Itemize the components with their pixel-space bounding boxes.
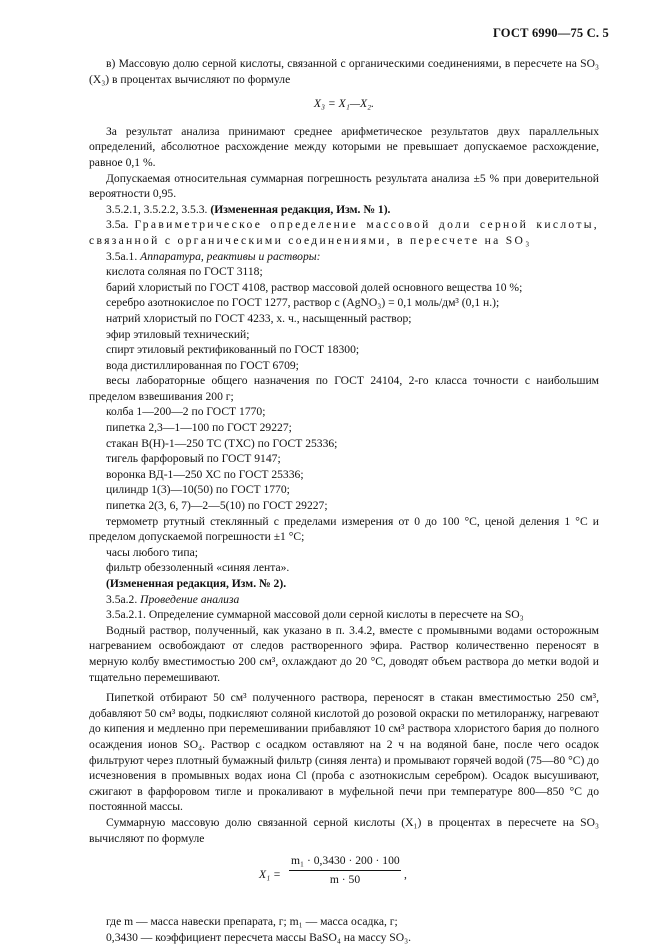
list-item: весы лабораторные общего назначения по ГОСТ 24104, 2-го класса точности с наибольшим пределом взвешивания 200 г; — [89, 374, 599, 403]
paragraph-v: в) Массовую долю серной кислоты, связанной с органическими соединениями, в пересчете на SO₃ (X₃) в процентах вычисляют по формуле — [89, 57, 599, 86]
list-item: барий хлористый по ГОСТ 4108, раствор массовой долей основного вещества 10 %; — [106, 280, 523, 294]
section-35a2-heading — [89, 592, 599, 608]
section-35a2-number: 3.5а.2. — [106, 592, 138, 606]
formula-x1-lhs: X₁ = — [259, 868, 281, 882]
section-35a-heading — [89, 217, 599, 248]
changed-edition-1 — [89, 202, 599, 218]
list-item: термометр ртутный стеклянный с пределами измерения от 0 до 100 °С, ценой деления 1 °С и пределом допускаемой погрешности ±1 °С; — [89, 514, 599, 544]
paragraph-water-solution: Водный раствор, полученный, как указано в п. 3.4.2, вместе с промывными водами осторожным нагреванием освобождают от следов растворенного эфира. Раствор количественно переносят в мерную колбу вместимостью 200 см³, охлаждают до 20 °С, доводят объем раствора до метки водой и тщательно перемешивают. — [89, 623, 599, 684]
changed-note-2: (Измененная редакция, Изм. № 2). — [106, 577, 287, 590]
changed-note-1: (Измененная редакция, Изм. № 1). — [210, 202, 391, 216]
equipment-list — [89, 264, 599, 576]
list-item: натрий хлористый по ГОСТ 4233, х. ч., насыщенный раствор; — [106, 311, 412, 325]
section-35a1-title: Аппаратура, реактивы и растворы: — [140, 249, 321, 263]
where-line-1: где m — масса навески препарата, г; m₁ — масса осадка, г; — [106, 915, 398, 929]
section-35a2-title: Проведение анализа — [140, 592, 240, 606]
formula-x1-numerator: m₁ · 0,3430 · 200 · 100 — [289, 853, 401, 871]
list-item: серебро азотнокислое по ГОСТ 1277, раствор с (AgNO₃) = 0,1 моль/дм³ (0,1 н.); — [106, 296, 500, 310]
list-item: тигель фарфоровый по ГОСТ 9147; — [106, 452, 281, 466]
list-item: спирт этиловый ректификованный по ГОСТ 18300; — [106, 343, 360, 357]
list-item: воронка ВД-1—250 ХС по ГОСТ 25336; — [106, 467, 304, 481]
list-item: фильтр обеззоленный «синяя лента». — [106, 561, 290, 575]
section-35a21-heading: 3.5а.2.1. Определение суммарной массовой доли серной кислоты в пересчете на SO₃ — [106, 608, 524, 622]
formula-x1 — [89, 850, 599, 908]
paragraph-pipette: Пипеткой отбирают 50 см³ полученного раствора, переносят в стакан вместимостью 250 см³, добавляют 50 см³ воды, подкисляют соляной кислотой до розовой окраски по метилоранжу, нагревают до кипения и медленно при перемешивании прибавляют 10 см³ раствора хлористого бария до полного осаждения ионов SO₄. Раствор с осадком оставляют на 2 ч на водяной бане, после чего осадок фильтруют через плотный бумажный фильтр (синяя лента) и промывают горячей водой (75—80 °С) до исчезновения в промывных водах иона Cl (проба с азотнокислым серебром). Осадок высушивают, сжигают в фарфоровом тигле и прокаливают в муфельной печи при температуре 800—850 °С до постоянной массы. — [89, 691, 599, 814]
list-item: пипетка 2(3, 6, 7)—2—5(10) по ГОСТ 29227; — [106, 499, 328, 513]
where-line-2: 0,3430 — коэффициент пересчета массы BaSO₄ на массу SO₃. — [106, 930, 412, 944]
list-item: стакан В(Н)-1—250 ТС (ТХС) по ГОСТ 25336; — [106, 436, 338, 450]
section-35a-number: 3.5а. — [106, 218, 129, 232]
list-item: эфир этиловый технический; — [106, 327, 250, 341]
paragraph-error: Допускаемая относительная суммарная погрешность результата анализа ±5 % при доверительной вероятности 0,95. — [89, 171, 599, 201]
list-item: часы любого типа; — [106, 545, 198, 559]
list-item: колба 1—200—2 по ГОСТ 1770; — [106, 405, 266, 419]
list-item: кислота соляная по ГОСТ 3118; — [106, 265, 263, 279]
formula-x3: X₃ = X₁—X₂. — [313, 97, 375, 111]
list-item: пипетка 2,3—1—100 по ГОСТ 29227; — [106, 421, 292, 435]
section-35a1-number: 3.5а.1. — [106, 249, 138, 263]
page-header: ГОСТ 6990—75 С. 5 — [492, 26, 609, 40]
list-item: цилиндр 1(3)—10(50) по ГОСТ 1770; — [106, 483, 290, 497]
section-35a1-heading — [89, 249, 599, 265]
formula-x1-comma: , — [404, 868, 407, 882]
paragraph-sum: Суммарную массовую долю связанной серной кислоты (X₁) в процентах в пересчете на SO₃ вычисляют по формуле — [89, 815, 599, 845]
paragraph-result: За результат анализа принимают среднее арифметическое результатов двух параллельных определений, абсолютное расхождение между которыми не превышает допускаемое расхождение, равное 0,1 %. — [89, 124, 599, 169]
page-content — [89, 56, 599, 945]
formula-x1-fraction — [289, 853, 401, 887]
section-35a-title: Гравиметрическое определение массовой доли серной кислоты, связанной с органическими соединениями, в пересчете на SO₃ — [89, 218, 599, 247]
list-item: вода дистиллированная по ГОСТ 6709; — [106, 358, 299, 372]
formula-x1-denominator: m · 50 — [329, 872, 361, 886]
section-ref-3521: 3.5.2.1, 3.5.2.2, 3.5.3. — [106, 202, 208, 216]
